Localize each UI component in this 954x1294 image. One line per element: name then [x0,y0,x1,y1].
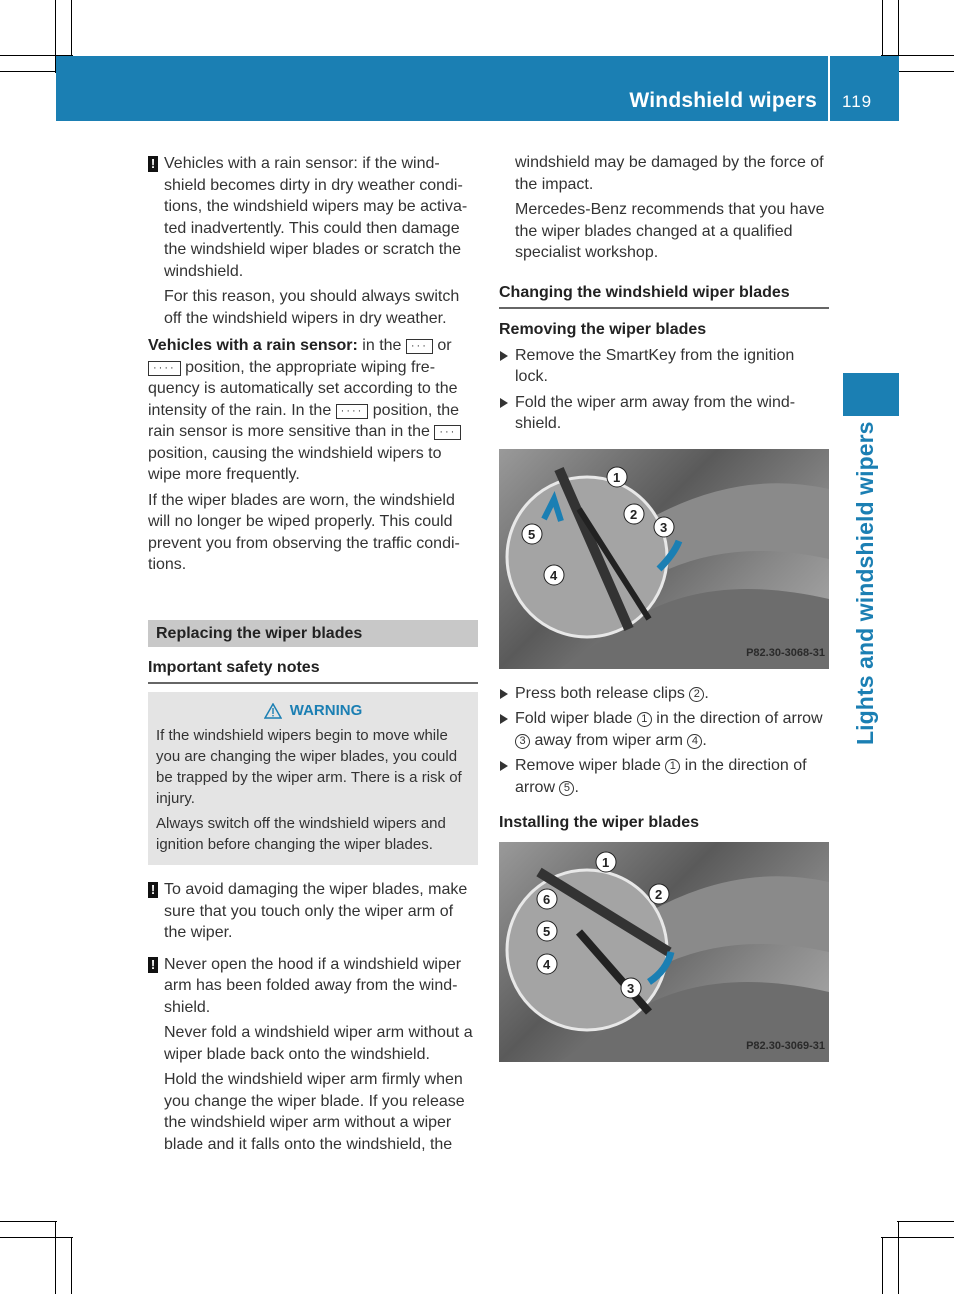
svg-text:5: 5 [528,526,536,542]
display-symbol: ···· [336,404,369,419]
svg-text:4: 4 [543,956,551,972]
crop-mark [0,1237,73,1238]
svg-text:1: 1 [613,469,621,485]
crop-mark [882,1237,883,1294]
crop-mark [898,1221,899,1294]
continued-text: windshield may be damaged by the force of the impact. [515,154,824,193]
procedure-heading: Removing the wiper blades [499,321,707,338]
page-header-title: Windshield wipers [629,89,817,112]
exclamation-icon: ! [148,156,158,172]
warning-header [156,700,470,721]
rain-sensor-lead: Vehicles with a rain sensor: [148,337,358,354]
text: or [432,337,452,354]
step-text: in the direction of arrow [515,757,807,796]
step-item [499,345,829,388]
step-text: Fold the wiper arm away from the wind- shield. [515,393,796,432]
figure-code: P82.30-3068-31 [746,647,825,659]
callout-number: 1 [665,759,680,774]
warning-box [148,692,478,865]
step-text: Remove wiper blade [515,757,666,774]
rain-sensor-paragraph [148,335,478,486]
triangle-bullet-icon [500,714,508,724]
crop-mark [71,0,72,57]
warning-label: WARNING [289,702,363,719]
callout-number: 3 [515,734,530,749]
note-text: Hold the windshield wiper arm firmly when you change the wiper blade. If you release the windshield wiper arm without a wiper blade and it falls onto the windshield, the [164,1071,465,1153]
svg-text:4: 4 [550,567,558,583]
step-item [499,392,829,435]
text: position, the appropriate wiping fre- quency is automatically set according to the intensity of the rain. In the [148,358,458,419]
crop-mark [0,71,57,72]
crop-mark [897,1221,954,1222]
crop-mark [71,1237,72,1294]
left-column [148,153,478,1159]
triangle-bullet-icon [500,761,508,771]
crop-mark [0,1221,57,1222]
note-rain-sensor [148,153,478,282]
header-divider [828,56,830,121]
step-text: . [704,684,709,702]
procedure-heading: Installing the wiper blades [499,814,700,831]
step-item [499,683,829,705]
svg-text:2: 2 [655,886,663,902]
step-text: Press both release clips [515,684,690,702]
step-text: away from wiper arm [530,731,688,749]
callout-number: 4 [687,734,702,749]
callout-number: 5 [559,781,574,796]
svg-text:1: 1 [602,854,610,870]
figure-code: P82.30-3069-31 [746,1040,825,1052]
figure-removing-wiper [499,449,829,669]
warning-triangle-icon [264,703,282,719]
svg-text:3: 3 [660,519,668,535]
display-symbol: ··· [406,339,433,354]
svg-text:6: 6 [543,891,551,907]
callout-number: 2 [689,687,704,702]
text: position, causing the windshield wipers to wipe more frequently. [148,444,442,483]
triangle-bullet-icon [500,689,508,699]
svg-text:2: 2 [630,506,638,522]
warning-text: Always switch off the windshield wipers and ignition before changing the wiper blades. [156,815,446,853]
step-item [499,755,829,798]
note-text: To avoid damaging the wiper blades, make sure that you touch only the wiper arm of the wiper. [164,881,468,941]
warning-text: If the windshield wipers begin to move while you are changing the wiper blades, you could be trapped by the wiper arm. There is a risk of injury. [156,727,462,807]
svg-text:3: 3 [627,980,635,996]
display-symbol: ···· [148,361,181,376]
subsection-heading: Important safety notes [148,657,478,685]
note-text: For this reason, you should always switch off the windshield wipers in dry weather. [164,288,460,327]
step-text: . [702,731,707,749]
step-text: . [574,778,579,796]
display-symbol: ··· [434,425,461,440]
continued-text: Mercedes-Benz recommends that you have the wiper blades changed at a qualified specialist workshop. [515,201,825,261]
triangle-bullet-icon [500,351,508,361]
section-heading: Replacing the wiper blades [148,620,478,647]
crop-mark [897,71,954,72]
chapter-label: Lights and windshield wipers [852,421,878,745]
chapter-tab [843,373,899,416]
wiper-removal-illustration [499,449,829,669]
svg-text:5: 5 [543,923,551,939]
step-item [499,708,829,751]
note-text: Never fold a windshield wiper arm without a wiper blade back onto the windshield. [164,1024,473,1063]
step-text: Remove the SmartKey from the ignition lock. [515,346,795,385]
note-hood [148,954,478,1019]
crop-mark [881,1237,954,1238]
note-text: Never open the hood if a windshield wiper arm has been folded away from the wind- shield. [164,955,462,1016]
page-number: 119 [842,92,873,111]
worn-blades-paragraph: If the wiper blades are worn, the windshield will no longer be wiped properly. This could prevent you from observing the traffic condi- tions. [148,491,460,573]
right-column [499,152,829,1076]
text: position, the rain sensor is more sensitive than in the [148,401,460,440]
note-damage [148,879,478,944]
triangle-bullet-icon [500,398,508,408]
note-text: Vehicles with a rain sensor: if the wind- shield becomes dirty in dry weather condi- tions, the windshield wipers may be activa- ted inadvertently. This could then damage the windshield wiper blades or scratch the windshield. [164,155,468,280]
wiper-installation-illustration [499,842,829,1062]
exclamation-icon: ! [148,882,158,898]
callout-number: 1 [637,712,652,727]
step-text: in the direction of arrow [651,710,823,727]
figure-installing-wiper [499,842,829,1062]
step-text: Fold wiper blade [515,710,637,727]
exclamation-icon: ! [148,957,158,973]
section-subheading: Changing the windshield wiper blades [499,282,829,310]
crop-mark [55,1221,56,1294]
text: in the [357,337,406,354]
crop-mark [882,0,883,57]
